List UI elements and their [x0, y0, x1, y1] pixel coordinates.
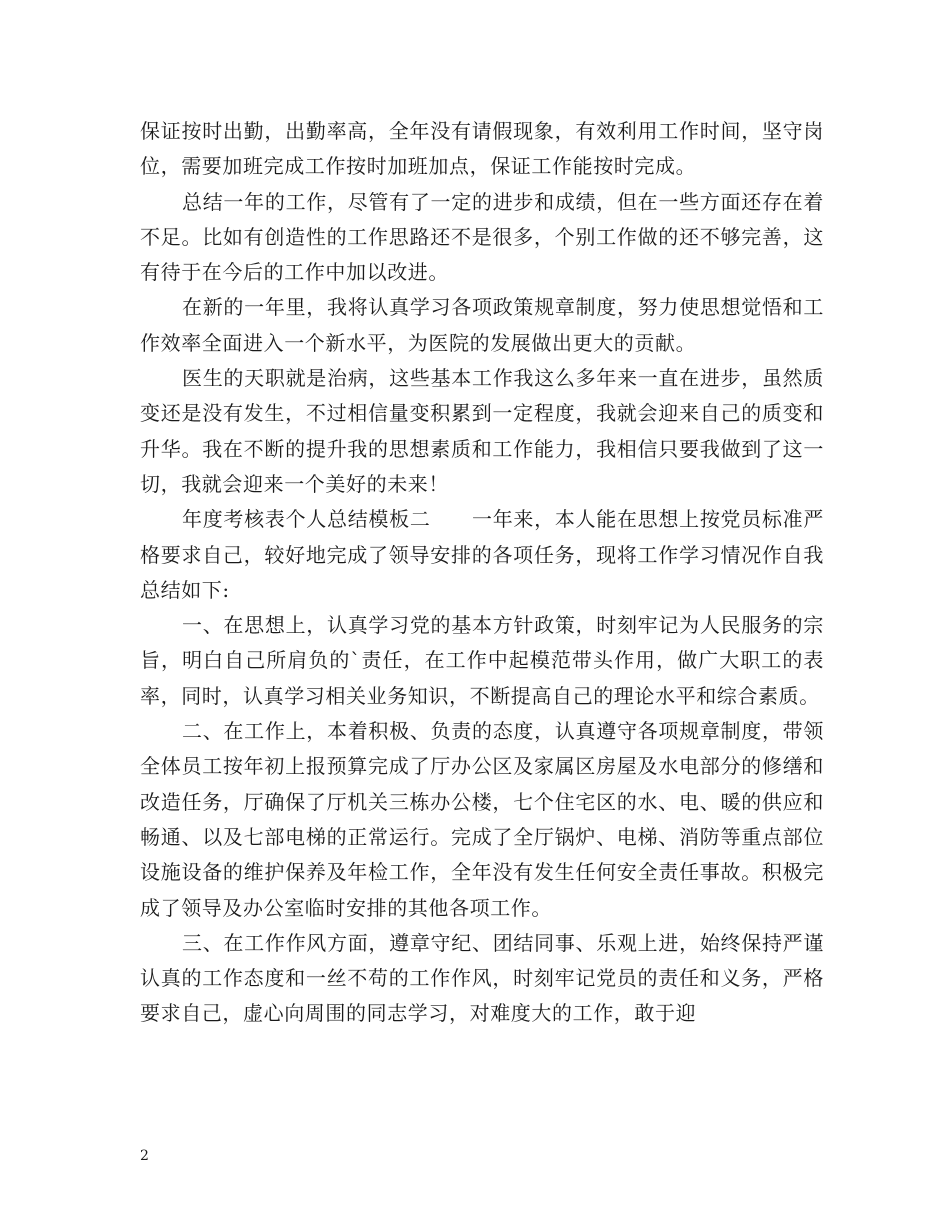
paragraph-new-year-plan: 在新的一年里，我将认真学习各项政策规章制度，努力使思想觉悟和工作效率全面进入一个新水平，为医院的发展做出更大的贡献。	[140, 295, 824, 355]
paragraph-work: 二、在工作上，本着积极、负责的态度，认真遵守各项规章制度，带领全体员工按年初上报预算完成了厅办公区及家属区房屋及水电部分的修缮和改造任务，厅确保了厅机关三栋办公楼，七个住宅区的水、电、暖的供应和畅通、以及七部电梯的正常运行。完成了全厅锅炉、电梯、消防等重点部位设施设备的维护保养及年检工作，全年没有发生任何安全责任事故。积极完成了领导及办公室临时安排的其他各项工作。	[140, 719, 824, 920]
paragraph-work-style: 三、在工作作风方面，遵章守纪、团结同事、乐观上进，始终保持严谨认真的工作态度和一丝不苟的工作作风，时刻牢记党员的责任和义务，严格要求自己，虚心向周围的同志学习，对难度大的工作，敢于迎	[140, 930, 824, 1026]
paragraph-attendance: 保证按时出勤，出勤率高，全年没有请假现象，有效利用工作时间，坚守岗位，需要加班完成工作按时加班加点，保证工作能按时完成。	[140, 119, 824, 179]
paragraph-template-two-intro: 年度考核表个人总结模板二 一年来，本人能在思想上按党员标准严格要求自己，较好地完成了领导安排的各项任务，现将工作学习情况作自我总结如下:	[140, 507, 824, 602]
paragraph-ideology: 一、在思想上，认真学习党的基本方针政策，时刻牢记为人民服务的宗旨，明白自己所肩负的`责任，在工作中起模范带头作用，做广大职工的表率，同时，认真学习相关业务知识，不断提高自己的理论水平和综合素质。	[140, 613, 824, 708]
document-body	[140, 114, 824, 1032]
page-number: 2	[140, 1148, 149, 1164]
paragraph-year-summary: 总结一年的工作，尽管有了一定的进步和成绩，但在一些方面还存在着不足。比如有创造性的工作思路还不是很多，个别工作做的还不够完善，这有待于在今后的工作中加以改进。	[140, 189, 824, 285]
paragraph-doctor-duty: 医生的天职就是治病，这些基本工作我这么多年来一直在进步，虽然质变还是没有发生，不过相信量变积累到一定程度，我就会迎来自己的质变和升华。我在不断的提升我的思想素质和工作能力，我相信只要我做到了这一切，我就会迎来一个美好的未来！	[140, 366, 824, 496]
